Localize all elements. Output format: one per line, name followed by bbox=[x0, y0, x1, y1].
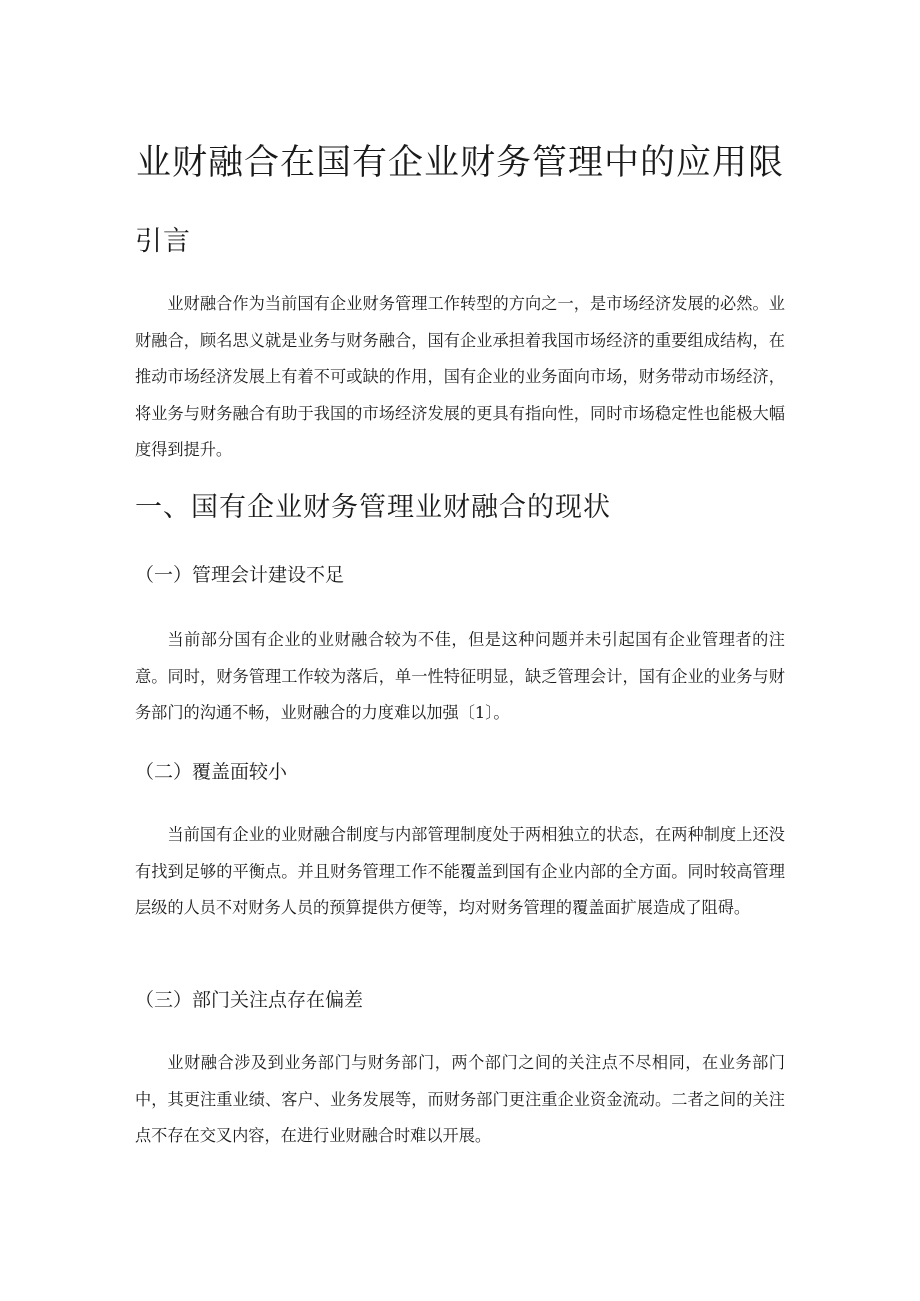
subsection-1-paragraph: 当前部分国有企业的业财融合较为不佳，但是这种问题并未引起国有企业管理者的注意。同时，财务管理工作较为落后，单一性特征明显，缺乏管理会计，国有企业的业务与财务部门的沟通不畅，业财融合的力度难以加强〔1〕。 bbox=[135, 630, 785, 722]
section-1-heading: 一、国有企业财务管理业财融合的现状 bbox=[135, 492, 611, 523]
intro-heading: 引言 bbox=[135, 226, 191, 257]
document-title: 业财融合在国有企业财务管理中的应用限 bbox=[135, 143, 784, 183]
subsection-2-paragraph: 当前国有企业的业财融合制度与内部管理制度处于两相独立的状态，在两种制度上还没有找到足够的平衡点。并且财务管理工作不能覆盖到国有企业内部的全方面。同时较高管理层级的人员不对财务人员的预算提供方便等，均对财务管理的覆盖面扩展造成了阻碍。 bbox=[135, 825, 785, 917]
intro-paragraph: 业财融合作为当前国有企业财务管理工作转型的方向之一，是市场经济发展的必然。业财融合，顾名思义就是业务与财务融合，国有企业承担着我国市场经济的重要组成结构，在推动市场经济发展上有着不可或缺的作用，国有企业的业务面向市场，财务带动市场经济，将业务与财务融合有助于我国的市场经济发展的更具有指向性，同时市场稳定性也能极大幅度得到提升。 bbox=[135, 294, 785, 459]
subsection-1-heading: （一）管理会计建设不足 bbox=[135, 564, 345, 586]
subsection-3-heading: （三）部门关注点存在偏差 bbox=[135, 989, 364, 1011]
subsection-2-heading: （二）覆盖面较小 bbox=[135, 761, 288, 783]
subsection-3-paragraph: 业财融合涉及到业务部门与财务部门，两个部门之间的关注点不尽相同，在业务部门中，其更注重业绩、客户、业务发展等，而财务部门更注重企业资金流动。二者之间的关注点不存在交叉内容，在进行业财融合时难以开展。 bbox=[135, 1053, 785, 1145]
